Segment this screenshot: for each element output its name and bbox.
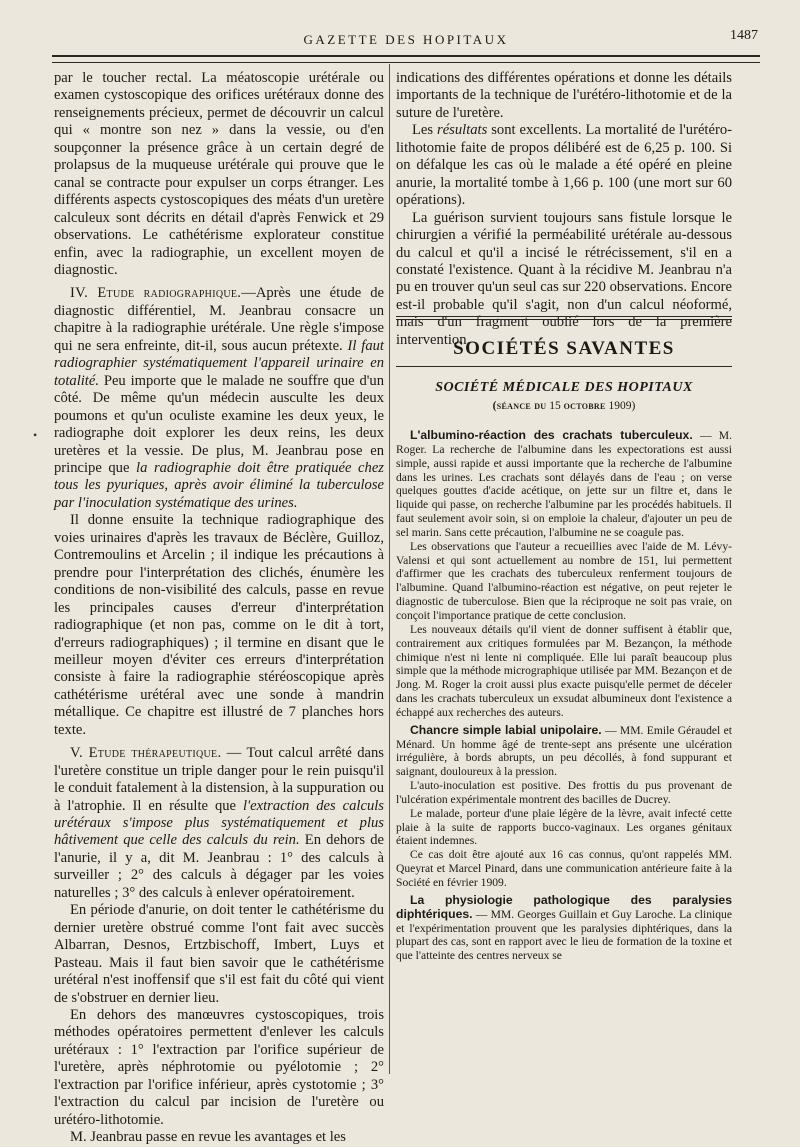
paragraph [54, 745, 384, 902]
paragraph: Ce cas doit être ajouté aux 16 cas connus, qu'ont rappelés MM. Queyrat et Marcel Pinard, dans une communication antérieure faite à la Société en février 1909. [396, 848, 732, 889]
paragraph: La guérison survient toujours sans fistule lorsque le chirurgien a vérifié la perméabilité urétérale au-dessous du calcul et qu'il a incisé le rétrécissement, s'il en a constaté l'existence. Quant à la récidive M. Jeanbrau n'a pu en trouver qu'un seul cas sur 220 observations. Encore est-il probable qu'il s'agit, non d'un calcul néoformé, mais d'un fragment oublié lors de la première intervention. [396, 209, 732, 348]
italic-text: l'extraction des calculs urétéraux s'impose plus systématiquement et plus hâtivement que celle des calculs du rein. [54, 797, 384, 849]
paragraph: En période d'anurie, on doit tenter le cathétérisme du dernier uretère obstrué comme l'ont fait avec succès Albarran, Desnos, Ertzbischoff, Imbert, Luys et Pasteau. Mais il faut bien savoir que le cathétérisme urétéral n'est inoffensif que s'il est fait du côté qui vient de s'obstruer en dernier lieu. [54, 902, 384, 1006]
running-header [52, 28, 760, 50]
text-run: octobre [563, 400, 606, 412]
paragraph: En dehors des manœuvres cystoscopiques, trois méthodes opératoires permettent d'enlever les calculs urétéraux : 1° l'extraction par l'orifice supérieur de l'uretère, après néphrotomie ou pyélotomie ; 2° l'extraction par l'orifice inférieur, après cystotomie ; 3° l'extraction du calcul par incision de l'uretère ou urétéro-lithotomie. [54, 1007, 384, 1128]
report-title: L'albumino-réaction des crachats tuberculeux. [410, 428, 693, 442]
session-date [396, 400, 732, 412]
text-run: En dehors de l'anurie, il y a, dit M. Jeanbrau : 1° des calculs à surveiller ; 2° des calculs à dégager par les voies naturelles ; 3° des calculs à enlever opératoirement. [54, 832, 385, 901]
paragraph: M. Jeanbrau passe en revue les avantages et les [70, 1129, 346, 1146]
text-run: — MM. Georges Guillain et Guy Laroche. La clinique et l'expérimentation prouvent que les paralysies diphtériques, dans la plupart des cas, sont en rapport avec le lieu de formation de la toxine et que l'atteinte des centres nerveux se [396, 907, 732, 963]
text-run: 1909) [605, 400, 636, 412]
text-run: Les [412, 122, 438, 139]
paragraph: Les observations que l'auteur a recueillies avec l'aide de M. Lévy-Valensi et qui sont actuellement au nombre de 151, lui permettent d'affirmer que les crachats des tuberculeux renferment toujours de l'albumine. Quand l'albumino-réaction est négative, on peut rejeter le diagnostic de tuberculose. Bien que la réciproque ne soit pas vraie, on conçoit l'importance pratique de cette conclusion. [396, 539, 732, 622]
text-run: sont excellents. La mortalité de l'urétéro-lithotomie faite de propos délibéré est de 6,25 p. 100. Si on défalque les cas où le malade a été opéré en pleine anurie, la mortalité tombe à 1,66 p. 100 (une mort sur 60 opérations). [396, 122, 732, 209]
text-run: —Après une étude de diagnostic différentiel, M. Jeanbrau consacre un chapitre à la radiographie urétérale. Une règle s'impose qui ne sera enfreinte, dit-il, sous aucun prétexte. [54, 285, 384, 354]
paragraph [396, 122, 732, 209]
italic-text: résultats [437, 122, 488, 139]
margin-mark: • [33, 428, 38, 442]
report-entry [396, 429, 732, 540]
paragraph [54, 285, 384, 512]
text-run: — MM. Emile Géraudel et Ménard. Un homme âgé de trente-sept ans présente une ulcération irrégulière, à bords abrupts, un peu décollés, à fond suppurant et saignant, douloureux à la pression. [396, 723, 732, 779]
italic-text: Il faut radiographier systématiquement l'appareil urinaire en totalité. [54, 337, 384, 389]
section-rule [396, 316, 732, 317]
society-title: SOCIÉTÉ MÉDICALE DES HOPITAUX [435, 380, 693, 395]
text-run: 15 [546, 400, 564, 412]
text-run: — M. Roger. La recherche de l'albumine dans les expectorations est aussi simple, aussi rapide et aussi importante que la recherche de l'albumine dans les urines. Les crachats sont délayés dans de l'eau ; on verse quelques gouttes d'acide acétique, on jette sur un filtre et, dans le liquide qui passe, on recherche l'albumine par les procédés habituels. Il faut seulement avoir soin, si on emploie la chaleur, d'ajouter un peu de sel marin. Sans cette précaution, l'albumine ne se coagule pas. [396, 429, 732, 539]
society-reports [396, 425, 732, 963]
page-number: 1487 [730, 28, 758, 43]
header-rule [52, 55, 760, 63]
left-column [54, 70, 384, 1147]
section-title: SOCIÉTÉS SAVANTES [453, 338, 675, 359]
paragraph: L'auto-inoculation est positive. Des frottis du pus provenant de l'ulcération expérimentale montrent des bacilles de Ducrey. [396, 779, 732, 806]
section-rule [396, 319, 732, 320]
paragraph: indications des différentes opérations et donne les détails importants de la technique de l'urétéro-lithotomie et de la suture de l'uretère. [396, 70, 732, 121]
report-entry [396, 894, 732, 963]
report-entry [396, 724, 732, 779]
text-run: — Tout calcul arrêté dans l'uretère constitue un triple danger pour le rein puisqu'il le conduit fatalement à la distension, à la suppuration ou à l'atrophie. Il en résulte que [54, 745, 384, 814]
paragraph: Le malade, porteur d'une plaie légère de la lèvre, avait infecté cette plaie à la suite de rapports bucco-vaginaux. Les organes génitaux étaient indemnes. [396, 806, 732, 848]
right-column-top [396, 70, 732, 349]
paragraph: par le toucher rectal. La méatoscopie urétérale ou examen cystoscopique des orifices urétéraux donne des renseignements précieux, permet de découvrir un calcul qui « montre son nez » dans la vessie, ou d'en soupçonner la présence grâce à un certain degré de prolapsus de la muqueuse urétérale qui prouve que le canal se contracte pour expulser un corps étranger. Les différents aspects cystoscopiques des méats d'un uretère calculeux sont décrits en détail d'après Fenwick et 29 observations. Le cathétérisme explorateur constitue enfin, avec la radiographie, un excellent moyen de diagnostic. [54, 70, 384, 278]
report-title: Chancre simple labial unipolaire. [410, 722, 602, 737]
text-run: (séance du [492, 400, 547, 412]
report-title: La physiologie pathologique des paralysies diphtériques. [396, 892, 732, 921]
journal-title: GAZETTE DES HOPITAUX [303, 32, 509, 47]
paragraph: Les nouveaux détails qu'il vient de donner suffisent à établir que, contrairement aux critiques formulées par M. Bezançon, la méthode chimique n'est ni lente ni compliquée. Elle lui paraît beaucoup plus simple que la méthode micrographique utilisée par MM. Bezançon et de Jong. M. Roger la croit aussi plus exacte puisqu'elle permet de déceler dans les crachats tuberculeux un exsudat albumineux dont l'existence a échappé aux recherches des auteurs. [396, 622, 732, 719]
text-run: Peu importe que le malade ne souffre que d'un côté. De même qu'un médecin ausculte les deux poumons et qu'un oculiste examine les deux yeux, le radiographe doit explorer les deux reins, les deux uretères et la vessie. De plus, M. Jeanbrau pose en principe que [54, 372, 384, 476]
section-heading: IV. Etude radiographique. [70, 285, 242, 302]
column-separator [389, 64, 390, 1074]
section-heading: V. Etude thérapeutique. [70, 745, 222, 762]
italic-text: la radiographie doit être pratiquée chez tous les pyuriques, après avoir éliminé la tuberculose par l'inoculation systématique des urines. [54, 459, 384, 511]
section-title-rule [396, 366, 732, 367]
paragraph: Il donne ensuite la technique radiographique des voies urinaires d'après les travaux de Béclère, Guilloz, Contremoulins et Arcelin ; il indique les précautions à prendre pour l'interprétation des clichés, énumère les conditions de non-visibilité des calculs, passe en revue les principales causes d'erreur d'interprétation radiographique (et non pas, comme on le dit à tort, d'erreurs radiographiques) ; il termine en disant que le meilleur moyen d'éviter ces erreurs d'interprétation consiste à faire la radiographie stéréoscopique après cathétérisme urétéral avec une sonde à mandrin métallique. Ce chapitre est illustré de 7 planches hors texte. [54, 512, 384, 738]
